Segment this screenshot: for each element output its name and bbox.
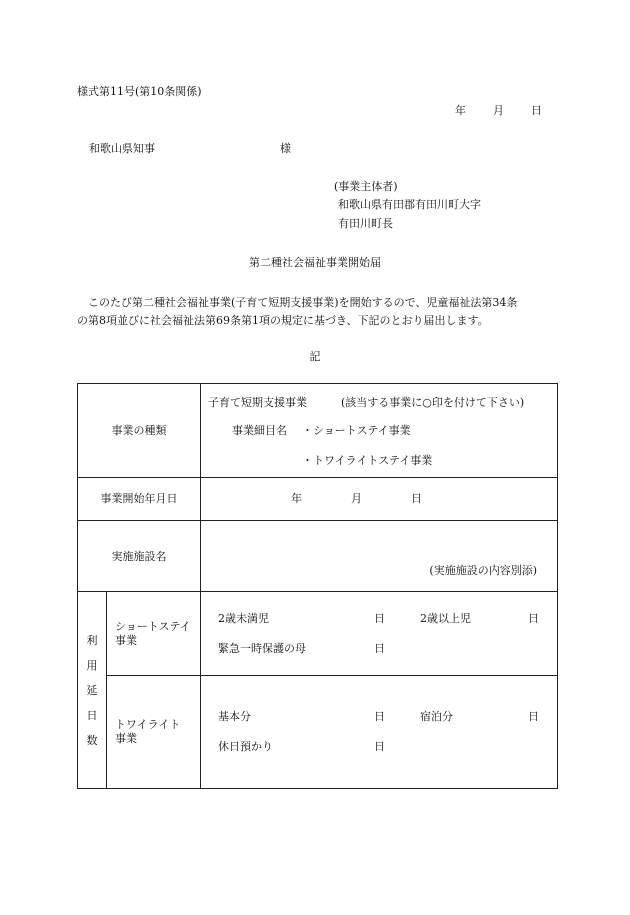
short-stay-label bbox=[107, 592, 201, 676]
business-type-cell[interactable] bbox=[201, 384, 558, 478]
start-date-cell[interactable] bbox=[201, 478, 558, 521]
option-twilight-stay[interactable]: ・トワイライトステイ事業 bbox=[302, 454, 433, 467]
date-month: 月 bbox=[493, 104, 504, 117]
body-line-2: の第8項並びに社会福祉法第69条第1項の規定に基づき、下記のとおり届出します。 bbox=[77, 314, 489, 327]
twilight-cell[interactable] bbox=[201, 676, 558, 789]
row-short-stay bbox=[78, 592, 558, 676]
facility-note: (実施施設の内容別添) bbox=[429, 564, 537, 577]
short-stay-emergency: 緊急一時保護の母 bbox=[218, 642, 306, 655]
twilight-overnight-unit: 日 bbox=[528, 710, 539, 723]
usage-label-char-4: 日 bbox=[86, 708, 98, 722]
facility-label-cell bbox=[78, 521, 201, 592]
short-stay-emergency-unit: 日 bbox=[374, 642, 385, 655]
twilight-basic-unit: 日 bbox=[374, 710, 385, 723]
usage-label-char-2: 用 bbox=[86, 658, 98, 672]
business-type-label: 事業の種類 bbox=[78, 384, 201, 478]
start-date-month: 月 bbox=[351, 492, 362, 505]
row-twilight bbox=[78, 676, 558, 789]
operator-address: 和歌山県有田郡有田川町大字 bbox=[338, 198, 481, 211]
short-stay-under2: 2歳未満児 bbox=[218, 612, 269, 625]
usage-label-char-1: 利 bbox=[86, 633, 98, 647]
short-stay-over2-unit: 日 bbox=[528, 612, 539, 625]
usage-days-label bbox=[78, 592, 107, 789]
row-start-date bbox=[78, 478, 558, 521]
option-short-stay[interactable]: ・ショートステイ事業 bbox=[302, 424, 411, 437]
date-day: 日 bbox=[531, 104, 542, 117]
document-title: 第二種社会福祉事業開始届 bbox=[249, 256, 381, 269]
twilight-label-line2: 事業 bbox=[115, 732, 137, 745]
facility-cell[interactable] bbox=[201, 521, 558, 592]
body-line-1: このたび第二種社会福祉事業(子育て短期支援事業)を開始するので、児童福祉法第34条 bbox=[88, 296, 518, 309]
usage-label-char-3: 延 bbox=[86, 683, 98, 697]
row-business-type bbox=[78, 384, 558, 478]
start-date-label: 事業開始年月日 bbox=[78, 478, 201, 521]
twilight-label bbox=[107, 676, 201, 789]
date-year: 年 bbox=[455, 104, 466, 117]
short-stay-over2: 2歳以上児 bbox=[420, 612, 471, 625]
start-date-day: 日 bbox=[411, 492, 422, 505]
twilight-overnight: 宿泊分 bbox=[420, 710, 453, 723]
short-stay-label-line1: ショートステイ bbox=[115, 619, 191, 633]
short-stay-under2-unit: 日 bbox=[374, 612, 385, 625]
short-stay-label-line2: 事業 bbox=[115, 633, 137, 647]
form-number: 様式第11号(第10条関係) bbox=[77, 85, 202, 98]
row-facility bbox=[78, 521, 558, 592]
facility-label: 実施施設名 bbox=[111, 550, 167, 563]
body-text bbox=[77, 294, 557, 330]
ki-heading: 記 bbox=[309, 350, 321, 363]
operator-name: 有田川町長 bbox=[338, 217, 393, 230]
addressee-name: 和歌山県知事 bbox=[89, 142, 155, 155]
notification-table bbox=[77, 383, 558, 789]
start-date-year: 年 bbox=[291, 492, 302, 505]
submission-date bbox=[455, 104, 542, 117]
business-type-main: 子育て短期支援事業 bbox=[208, 396, 307, 409]
twilight-basic: 基本分 bbox=[218, 710, 251, 723]
twilight-label-line1: トワイライト bbox=[115, 718, 181, 731]
usage-label-char-5: 数 bbox=[86, 733, 98, 747]
twilight-holiday: 休日預かり bbox=[218, 740, 273, 753]
operator-label: (事業主体者) bbox=[334, 180, 398, 193]
twilight-holiday-unit: 日 bbox=[374, 740, 385, 753]
addressee-honorific: 様 bbox=[280, 142, 291, 155]
business-type-note: (該当する事業に○印を付けて下さい) bbox=[341, 396, 525, 409]
short-stay-cell[interactable] bbox=[201, 592, 558, 676]
detail-label: 事業細目名 bbox=[232, 424, 287, 437]
